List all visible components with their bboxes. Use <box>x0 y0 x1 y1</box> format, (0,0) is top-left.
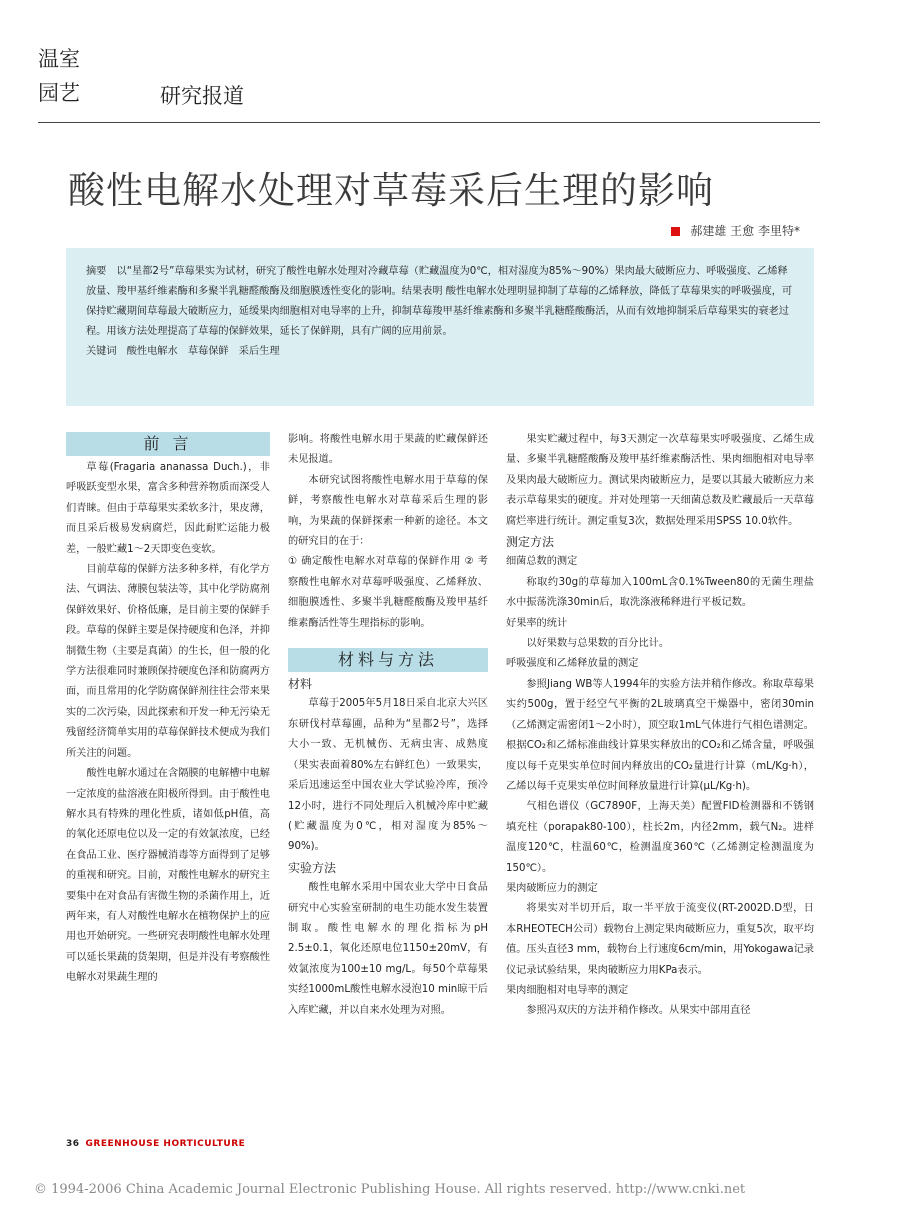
header-divider <box>38 122 820 123</box>
paragraph: ① 确定酸性电解水对草莓的保鲜作用 ② 考察酸性电解水对草莓呼吸强度、乙烯释放、细胞膜透性、多聚半乳糖醛酸酶及羧甲基纤维素酶活性等生理指标的影响。 <box>288 556 488 629</box>
author-line <box>671 222 800 239</box>
subheading: 实验方法 <box>288 860 337 875</box>
paragraph: 影响。将酸性电解水用于果蔬的贮藏保鲜还未见报道。 <box>288 434 488 466</box>
page-number: 36 <box>66 1139 80 1149</box>
paragraph: 参照冯双庆的方法并稍作修改。从果实中部用直径 <box>526 1005 751 1017</box>
abstract-box <box>66 248 814 406</box>
paragraph: 酸性电解水采用中国农业大学中日食品研究中心实验室研制的电生功能水发生装置制取。酸性电解水的理化指标为pH 2.5±0.1，氧化还原电位1150±20mV，有效氯浓度为100±10 mg/L。每50个草莓果实经1000mL酸性电解水浸泡10 min晾干后入库贮藏，并以自来水处理为对照。 <box>288 882 488 1016</box>
subheading: 细菌总数的测定 <box>506 556 578 568</box>
column-1 <box>66 430 270 989</box>
page-footer <box>66 1139 245 1149</box>
subheading: 好果率的统计 <box>506 617 568 629</box>
subheading: 果肉破断应力的测定 <box>506 882 598 894</box>
section-label: 研究报道 <box>160 84 244 108</box>
red-square-icon <box>671 227 680 236</box>
journal-english-name: GREENHOUSE HORTICULTURE <box>85 1139 246 1149</box>
keywords: 关键词 酸性电解水 草莓保鲜 采后生理 <box>86 346 280 357</box>
paragraph: 草莓(Fragaria ananassa Duch.)，非呼吸跃变型水果，富含多种营养物质而深受人们青睐。但由于草莓果实柔软多汁，果皮薄，而且采后极易发病腐烂，因此耐贮运能力极差，一般贮藏1～2天即变色变软。 <box>66 462 270 555</box>
authors: 郝建雄 王愈 李里特* <box>690 224 800 238</box>
subheading: 测定方法 <box>506 535 555 550</box>
paragraph: 参照Jiang WB等人1994年的实验方法并稍作修改。称取草莓果实约500g，置于经空气平衡的2L玻璃真空干燥器中，密闭30min（乙烯测定需密闭1～2小时），顶空取1mL气体进行气相色谱测定。根据CO₂和乙烯标准曲线计算果实释放出的CO₂和乙烯含量，呼吸强度以每千克果实单位时间内释放出的CO₂量进行计算（mL/Kg·h），乙烯以每千克果实单位时间释放量进行计算(μL/Kg·h)。 <box>506 678 814 792</box>
column-2 <box>288 430 488 1021</box>
section-heading-intro: 前 言 <box>66 432 270 456</box>
paragraph: 气相色谱仪（GC7890F，上海天美）配置FID检测器和不锈钢填充柱（porapak80-100），柱长2m，内径2mm，载气N₂。进样温度120℃，柱温60℃，检测温度360℃（乙烯测定检测温度为150℃）。 <box>506 801 814 874</box>
paragraph: 草莓于2005年5月18日采自北京大兴区东研伐村草莓圃，品种为“星都2号”，选择大小一致、无机械伤、无病虫害、成熟度（果实表面着80%左右鲜红色）一致果实，采后迅速运至中国农业大学试验冷库，预冷12小时，进行不同处理后入机械冷库中贮藏(贮藏温度为0℃，相对湿度为85%～90%)。 <box>288 698 488 853</box>
section-heading-methods: 材料与方法 <box>288 648 488 672</box>
abstract-text: 摘要 以“星都2号”草莓果实为试材，研究了酸性电解水处理对冷藏草莓（贮藏温度为0℃，相对湿度为85%～90%）果肉最大破断应力、呼吸强度、乙烯释放量、羧甲基纤维素酶和多聚半乳糖醛酸酶及细胞膜透性变化的影响。结果表明 酸性电解水处理明显抑制了草莓的乙烯释放，降低了草莓果实的呼吸强度，可保持贮藏期间草莓最大破断应力，延缓果肉细胞相对电导率的上升，抑制草莓羧甲基纤维素酶和多聚半乳糖醛酸酶活，从而有效地抑制采后草莓果实的衰老过程。用该方法处理提高了草莓的保鲜效果，延长了保鲜期，具有广阔的应用前景。 <box>86 266 793 337</box>
paragraph: 目前草莓的保鲜方法多种多样，有化学方法、气调法、薄膜包装法等，其中化学防腐剂保鲜效果好、价格低廉，是目前主要的保鲜手段。草莓的保鲜主要是保持硬度和色泽，并抑制微生物（主要是真菌）的生长，但一般的化学方法很难同时兼顾保持硬度色泽和防腐两方面，而且常用的化学防腐保鲜剂往往会带来果实的二次污染，因此探索和开发一种无污染无残留经济简单实用的草莓保鲜技术便成为我们所关注的问题。 <box>66 564 270 759</box>
journal-name <box>38 42 80 110</box>
paragraph: 果实贮藏过程中，每3天测定一次草莓果实呼吸强度、乙烯生成量、多聚半乳糖醛酸酶及羧甲基纤维素酶活性、果肉细胞相对电导率及果肉最大破断应力。测试果肉破断应力，是要以其最大破断应力来表示草莓果实的硬度。并对处理第一天细菌总数及贮藏最后一天草莓腐烂率进行统计。测定重复3次，数据处理采用SPSS 10.0软件。 <box>506 434 814 527</box>
journal-name-line2: 园艺 <box>38 81 80 105</box>
paragraph: 本研究试图将酸性电解水用于草莓的保鲜，考察酸性电解水对草莓采后生理的影响，为果蔬的保鲜探索一种新的途径。本文的研究目的在于： <box>288 474 488 548</box>
paragraph: 酸性电解水通过在含隔膜的电解槽中电解一定浓度的盐溶液在阳极所得到。由于酸性电解水具有特殊的理化性质，诸如低pH值，高的氧化还原电位以及一定的有效氯浓度，已经在食品工业、医疗器械消毒等方面得到了足够的重视和研究。目前，对酸性电解水的研究主要集中在对食品有害微生物的杀菌作用上，近两年来，有人对酸性电解水在植物保护上的应用也开始研究。一些研究表明酸性电解水处理可以延长果蔬的货架期，但是并没有考察酸性电解水对果蔬生理的 <box>66 768 270 984</box>
subheading: 材料 <box>288 677 313 692</box>
column-3 <box>506 430 814 1022</box>
subheading: 果肉细胞相对电导率的测定 <box>506 984 629 996</box>
journal-name-line1: 温室 <box>38 47 80 71</box>
subheading: 呼吸强度和乙烯释放量的测定 <box>506 658 639 670</box>
copyright-notice: © 1994-2006 China Academic Journal Electronic Publishing House. All rights reserved. http://www.cnki.net <box>34 1182 746 1197</box>
paragraph: 称取约30g的草莓加入100mL含0.1%Tween80的无菌生理盐水中振荡洗涤30min后，取洗涤液稀释进行平板记数。 <box>506 576 814 609</box>
article-title: 酸性电解水处理对草莓采后生理的影响 <box>68 169 714 212</box>
paragraph: 以好果数与总果数的百分比计。 <box>526 638 670 650</box>
paragraph: 将果实对半切开后，取一半平放于流变仪(RT-2002D.D型，日本RHEOTECH公司）载物台上测定果肉破断应力，重复5次，取平均值。压头直径3 mm，载物台上行速度6cm/min，用Yokogawa记录仪记录试验结果，果肉破断应力用KPa表示。 <box>506 903 814 976</box>
